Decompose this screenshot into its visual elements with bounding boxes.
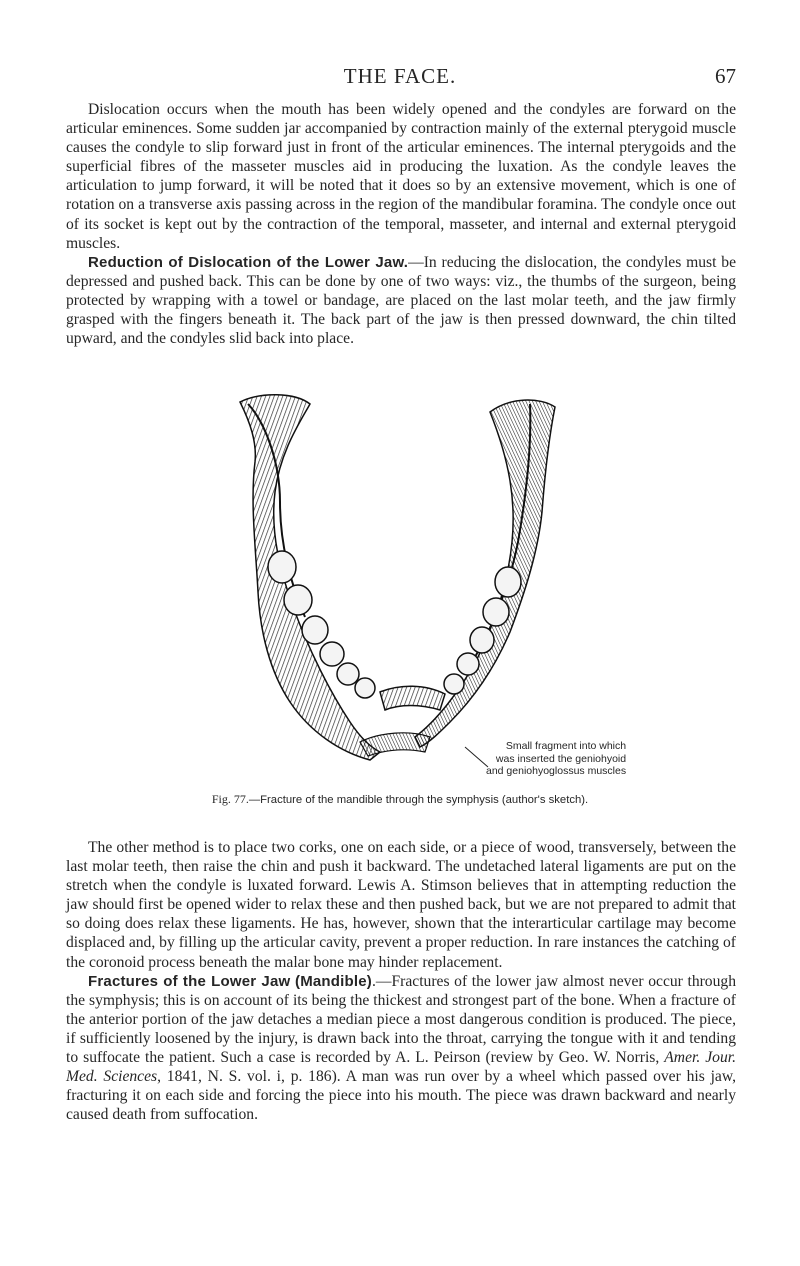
section-heading-paren: (Mandible) bbox=[295, 972, 372, 990]
paragraph-text: Dislocation occurs when the mouth has been widely opened and the condyles are forward on the articular eminences. Some sudden jar accompanied by contraction mainly of the external pterygoid muscle causes the condyle to slip forward just in front of the articular eminences. The internal pterygoids and the superficial fibres of the masseter muscles aid in producing the luxation. As the condyle leaves the articulation to jump forward, it will be noted that it does so by an extensive movement, which is one of rotation on a transverse axis passing across in the region of the mandibular foramina. The condyle once out of its socket is kept out by the contraction of the temporal, masseter, and internal and external pterygoid muscles. bbox=[66, 101, 736, 252]
page-number: 67 bbox=[715, 64, 736, 88]
callout-line: Small fragment into which bbox=[505, 740, 627, 752]
figure-label: Fig. 77. bbox=[211, 792, 249, 806]
paragraph-text: .—Fractures of the lower jaw almost never occur through the symphysis; this is on account of its being the thickest and strongest part of the bone. When a fracture of the anterior portion of the jaw detaches a median piece a most dangerous condition is produced. The piece, if sufficiently loosened by the injury, is drawn back into the throat, carrying the tongue with it and tending to suffocate the patient. Such a case is recorded by A. L. Peirson (review by Geo. W. Norris, bbox=[66, 972, 736, 1067]
section-dislocation bbox=[66, 100, 736, 348]
figure-caption bbox=[0, 792, 800, 807]
callout-line: was inserted the geniohyoid bbox=[495, 752, 627, 765]
mandible-illustration bbox=[220, 392, 580, 772]
callout-line: and geniohyoglossus muscles bbox=[486, 765, 627, 777]
paragraph-text: —In reducing the dislocation, the condyles must be depressed and pushed back. This can be done by one of two ways: viz., the thumbs of the surgeon, being protected by wrapping with a towel or bandage, are placed on the last molar teeth, and the jaw firmly grasped with the fingers beneath it. The back part of the jaw is then pressed downward, the chin tilted upward, and the condyles slid back into place. bbox=[66, 253, 737, 348]
paragraph-text: The other method is to place two corks, one on each side, or a piece of wood, transversely, between the last molar teeth, then raise the chin and push it backward. The undetached lateral ligaments are put on the stretch when the condyle is luxated forward. Lewis A. Stimson believes that in attempting reduction the jaw should first be opened wider to relax these and then pushed back, but we are not prepared to admit that so doing does relax these ligaments. He has, however, shown that the interarticular cartilage may become displaced and, by filling up the articular cavity, prevent a proper reduction. In rare instances the catching of the coronoid process beneath the malar bone may hinder replacement. bbox=[66, 839, 736, 971]
mandible-fracture-figure bbox=[220, 392, 580, 772]
page-header bbox=[0, 64, 800, 92]
journal-title: Amer. Jour. Med. Sciences bbox=[66, 1049, 736, 1086]
callout-leader-line bbox=[465, 747, 488, 767]
running-title: THE FACE. bbox=[343, 64, 457, 88]
fracture-fragment bbox=[380, 686, 445, 710]
section-heading: Reduction of Dislocation of the Lower Jaw. bbox=[88, 253, 409, 271]
figure-callout bbox=[486, 740, 626, 778]
caption-text: —Fracture of the mandible through the symphysis (author's sketch). bbox=[248, 794, 589, 806]
paragraph bbox=[66, 100, 736, 253]
paragraph bbox=[66, 253, 736, 348]
paragraph bbox=[66, 838, 736, 972]
section-heading: Fractures of the Lower Jaw bbox=[88, 972, 291, 990]
paragraph-text: , 1841, N. S. vol. i, p. 186). A man was run over by a wheel which passed over his jaw, fracturing it on each side and forcing the piece into his mouth. The piece was drawn backward and nearly caused death from suffocation. bbox=[66, 1068, 736, 1124]
paragraph bbox=[66, 972, 736, 1125]
section-fractures bbox=[66, 838, 736, 1124]
